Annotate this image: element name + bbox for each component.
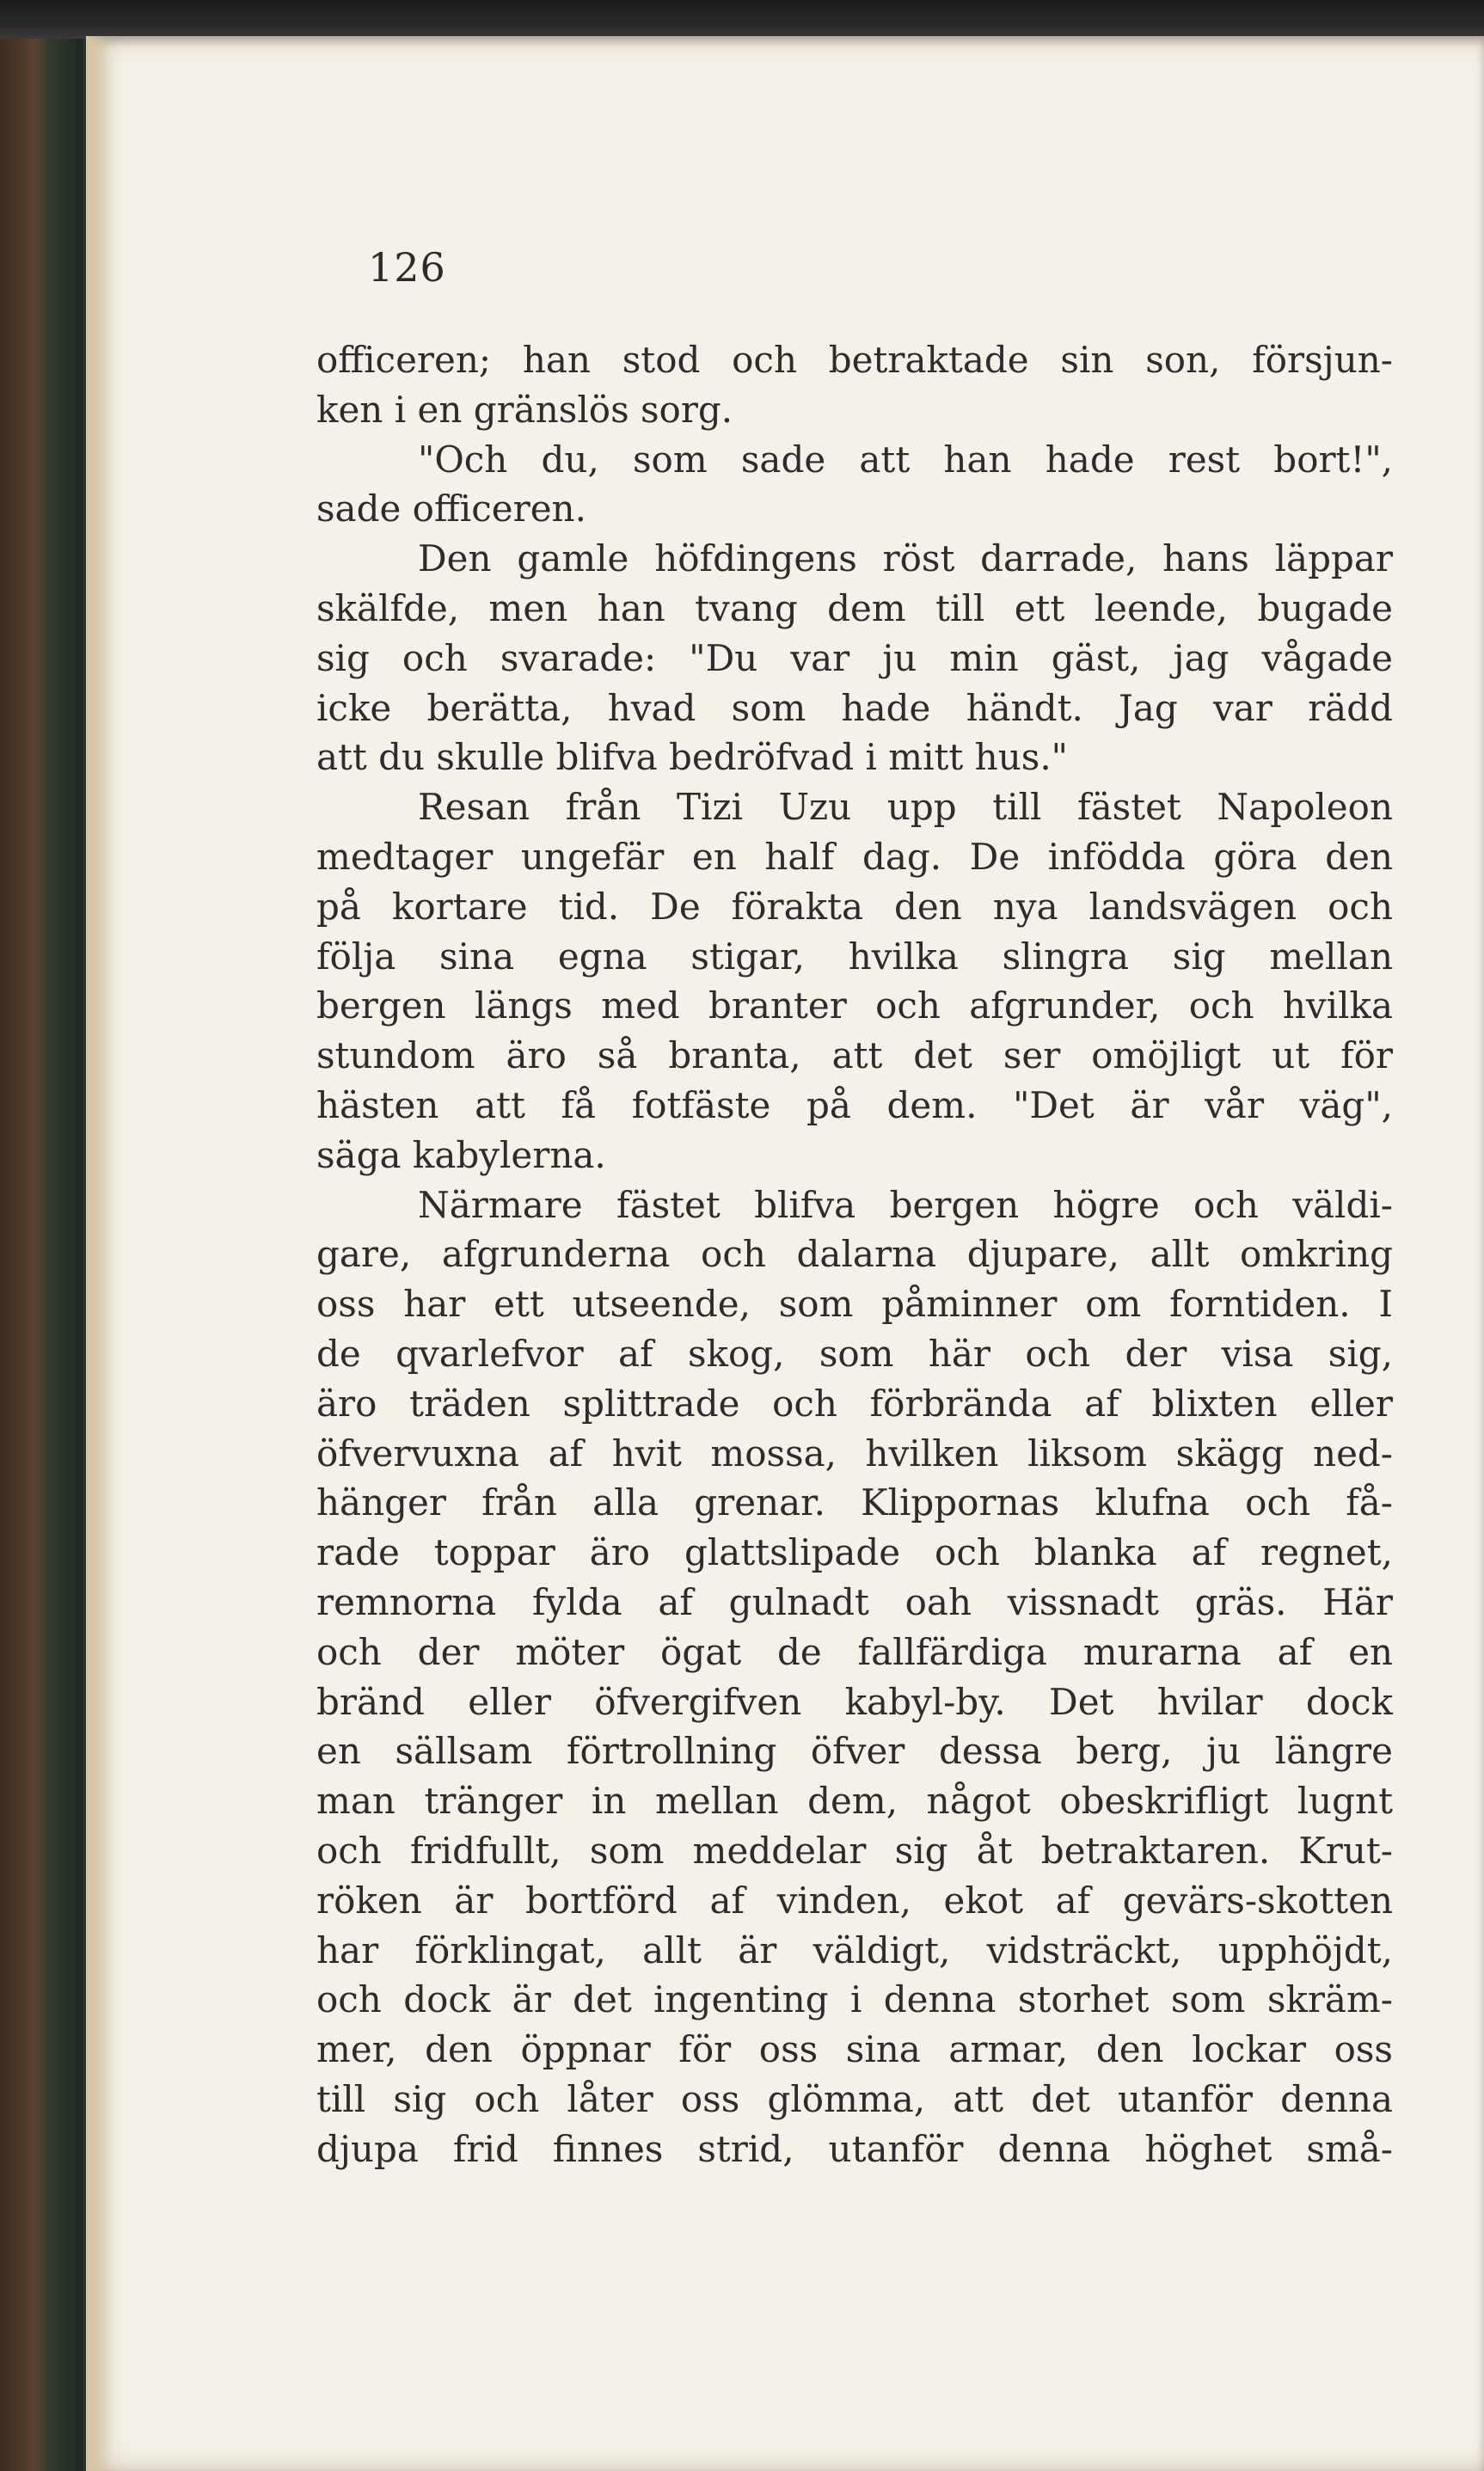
- text-line: säga kabylerna.: [316, 1133, 606, 1176]
- text-line: officeren; han stod och betraktade sin son, försjun-: [316, 339, 1393, 381]
- text-line: stundom äro så branta, att det ser omöjligt ut för: [316, 1034, 1393, 1077]
- text-line: rade toppar äro glattslipade och blanka af regnet,: [316, 1531, 1393, 1574]
- text-line: till sig och låter oss glömma, att det utanför denna: [316, 2077, 1393, 2120]
- text-line: icke berätta, hvad som hade händt. Jag var rädd: [316, 686, 1393, 729]
- text-line: medtager ungefär en half dag. De infödda göra den: [316, 835, 1393, 878]
- text-line: äro träden splittrade och förbrända af blixten eller: [316, 1382, 1393, 1425]
- text-line: och der möter ögat de fallfärdiga murarna af en: [316, 1630, 1393, 1673]
- page-gutter-shadow: [86, 36, 112, 2471]
- text-line: mer, den öppnar för oss sina armar, den lockar oss: [316, 2028, 1393, 2071]
- text-line: skälfde, men han tvang dem till ett leende, bugade: [316, 586, 1393, 629]
- text-line: oss har ett utseende, som påminner om forntiden. I: [316, 1283, 1393, 1326]
- text-line: ken i en gränslös sorg.: [316, 388, 733, 431]
- text-line: djupa frid finnes strid, utanför denna höghet små-: [316, 2127, 1393, 2170]
- text-line: hästen att få fotfäste på dem. "Det är vår väg",: [316, 1083, 1393, 1126]
- text-line: sade officeren.: [316, 487, 586, 530]
- body-text: [316, 335, 1393, 2174]
- text-line: har förklingat, allt är väldigt, vidsträckt, upphöjdt,: [316, 1928, 1393, 1971]
- text-line: hänger från alla grenar. Klippornas klufna och få-: [316, 1481, 1393, 1524]
- text-line: gare, afgrunderna och dalarna djupare, allt omkring: [316, 1233, 1393, 1276]
- text-line: på kortare tid. De förakta den nya landsvägen och: [316, 885, 1393, 928]
- text-line: bergen längs med branter och afgrunder, och hvilka: [316, 984, 1393, 1027]
- text-line: och fridfullt, som meddelar sig åt betraktaren. Krut-: [316, 1829, 1393, 1872]
- text-line: de qvarlefvor af skog, som här och der visa sig,: [316, 1332, 1393, 1375]
- text-line: Närmare fästet blifva bergen högre och väldi-: [418, 1183, 1393, 1226]
- text-line: "Och du, som sade att han hade rest bort!",: [418, 438, 1393, 481]
- text-line: remnorna fylda af gulnadt oah vissnadt gräs. Här: [316, 1580, 1393, 1623]
- scan-top-edge: [0, 0, 1484, 39]
- text-line: sig och svarade: "Du var ju min gäst, jag vågade: [316, 636, 1393, 679]
- text-line: bränd eller öfvergifven kabyl-by. Det hvilar dock: [316, 1680, 1393, 1723]
- text-line: Den gamle höfdingens röst darrade, hans läppar: [418, 537, 1393, 580]
- text-line: öfvervuxna af hvit mossa, hvilken liksom skägg ned-: [316, 1432, 1393, 1475]
- text-line: Resan från Tizi Uzu upp till fästet Napoleon: [418, 786, 1393, 829]
- text-line: och dock är det ingenting i denna storhet som skräm-: [316, 1978, 1393, 2021]
- text-line: röken är bortförd af vinden, ekot af gevärs-skotten: [316, 1879, 1393, 1922]
- text-line: följa sina egna stigar, hvilka slingra sig mellan: [316, 935, 1393, 978]
- text-line: en sällsam förtrollning öfver dessa berg, ju längre: [316, 1730, 1393, 1773]
- text-line: man tränger in mellan dem, något obeskrifligt lugnt: [316, 1780, 1393, 1823]
- page-number: 126: [368, 244, 446, 291]
- text-line: att du skulle blifva bedröfvad i mitt hus.": [316, 736, 1068, 779]
